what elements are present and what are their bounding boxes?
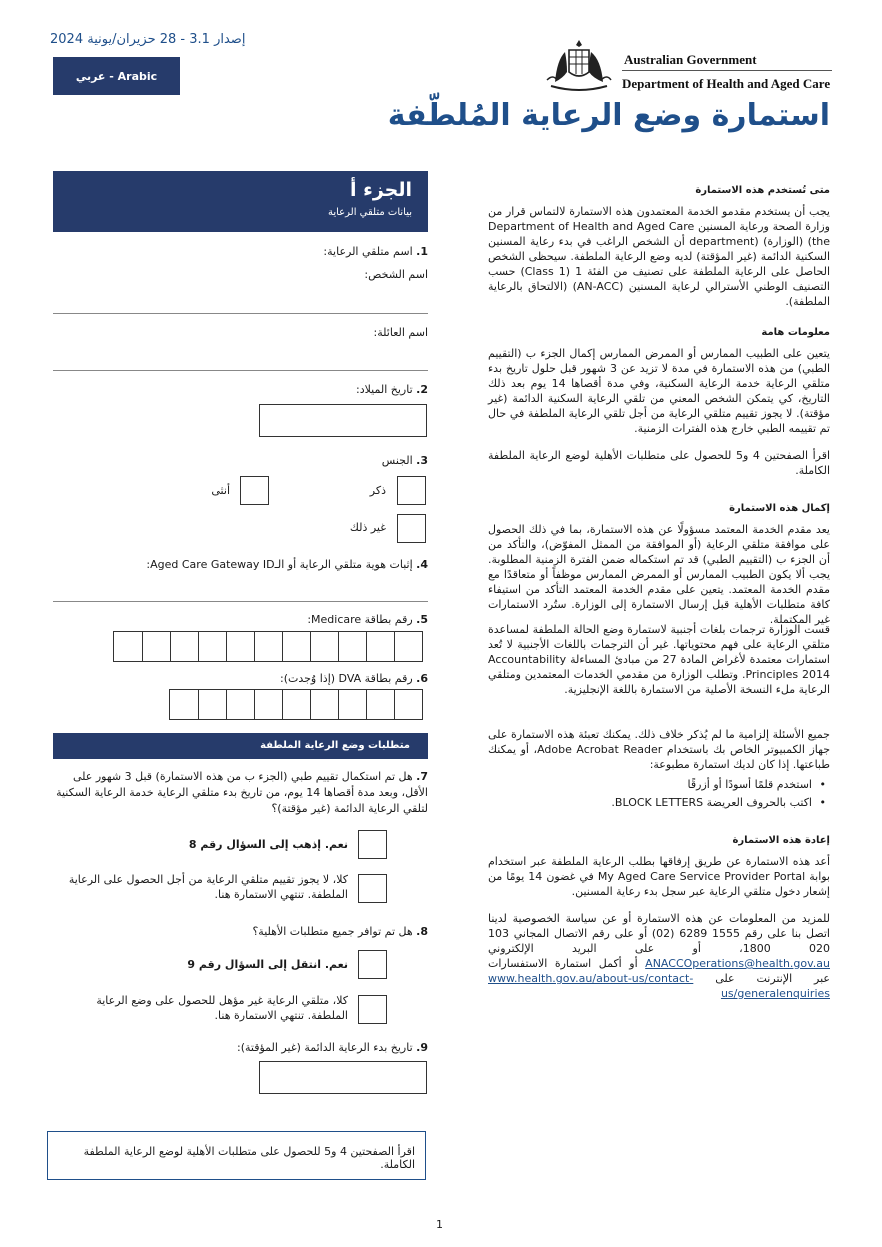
gender-other-checkbox[interactable]	[397, 514, 426, 543]
family-name-field[interactable]	[53, 370, 428, 371]
complete-section	[488, 501, 830, 627]
q5-number: 5.	[416, 613, 428, 626]
q8-yes-label: نعم. انتقل إلى السؤال رقم 9	[187, 958, 348, 971]
q7-label	[53, 769, 428, 817]
q3-text: الجنس	[381, 454, 413, 467]
contact-paragraph	[488, 911, 830, 1001]
contact-text-2: أو أكمل استمارة الاستفسارات عبر الإنترنت على	[488, 957, 830, 985]
questions-text: جميع الأسئلة إلزامية ما لم يُذكر خلاف ذلك. يمكنك تعبئة هذه الاستمارة على جهاز الكمبيوتر الخاص بك باستخدام Adobe Acrobat Reader، أو يمكنك طباعتها. إذا كان لديك استمارة مطبوعة:	[488, 728, 830, 771]
medicare-number-input[interactable]	[113, 631, 423, 662]
questions-section	[488, 727, 830, 812]
q3-number: 3.	[416, 454, 428, 467]
q5-text: رقم بطاقة Medicare:	[307, 613, 413, 626]
q9-text: تاريخ بدء الرعاية الدائمة (غير المؤقتة):	[237, 1041, 413, 1054]
version-text: إصدار 3.1 - 28 حزيران/يونية 2024	[50, 32, 246, 47]
start-date-input[interactable]	[259, 1061, 427, 1094]
enquiries-url-link[interactable]: www.health.gov.au/about-us/contact-us/generalenquiries	[488, 972, 830, 1000]
gender-male-label: ذكر	[369, 484, 386, 497]
q4-label	[146, 558, 428, 571]
dva-number-input[interactable]	[169, 689, 423, 720]
q2-text: تاريخ الميلاد:	[356, 383, 413, 396]
q8-text: هل تم توافر جميع متطلبات الأهلية؟	[252, 925, 413, 938]
part-a-header	[53, 171, 428, 232]
part-a-title: الجزء أ	[349, 179, 412, 201]
important-text: يتعين على الطبيب الممارس أو الممرض الممارس إكمال الجزء ب (التقييم الطبي) من هذه الاستمارة في مدة لا تزيد عن 3 شهور قبل حلول تاريخ بدء متلقي الرعاية خدمة الرعاية السكنية، وفي مدة أقصاها 14 يوم بعد ذلك التاريخ، كي يتمكن الشخص المعني من تلقي الرعاية السكنية الدائمة (غير مؤقتة). لا يجوز تقييم متلقي الرعاية من أجل تلقي الرعاية الملطفة في حال تم تقييمه الطبي خارج هذه الفترات الزمنية.	[488, 347, 830, 435]
q4-text: إثبات هوية متلقي الرعاية أو الـAged Care Gateway ID:	[146, 558, 413, 571]
contact-email-link[interactable]: ANACCOperations@health.gov.au	[645, 957, 830, 970]
q4-number: 4.	[416, 558, 428, 571]
q8-number: 8.	[416, 925, 428, 938]
complete-text: يعد مقدم الخدمة المعتمد مسؤولًا عن هذه الاستمارة، بما في ذلك الحصول على موافقة متلقي الرعاية (أو الموافقة من الممثل المفوّض)، والتأكد من أن الجزء ب (التقييم الطبي) قد تم استكماله ضمن الفترة الزمنية المطلوبة. يجب ألا يكون الطبيب الممارس أو الممرض الممارس موظفاً أو متعاقدًا مع مقدم الخدمة المعتمد. يتعين على مقدم الخدمة المعتمد التأكد من استيفاء كافة متطلبات الأهلية قبل إرسال الاستمارة إلى الوزارة. ستُرد الاستمارات غير المكتملة.	[488, 523, 830, 626]
complete-title: إكمال هذه الاستمارة	[729, 503, 830, 514]
when-section	[488, 183, 830, 309]
gender-other-label: غير ذلك	[349, 521, 386, 534]
read-pages-text: اقرأ الصفحتين 4 و5 للحصول على متطلبات الأهلية لوضع الرعاية الملطفة الكاملة.	[488, 449, 831, 477]
q7-text: هل تم استكمال تقييم طبي (الجزء ب من هذه الاستمارة) قبل 3 شهور على الأقل، وبعد مدة أقصاها 14 يوم، من تاريخ بدء متلقي الرعاية خدمة الرعاية السكنية لتلقي الرعاية الدائمة (غير مؤقتة)؟	[56, 770, 428, 815]
contact-section	[488, 911, 830, 1001]
translation-text: قست الوزارة ترجمات بلغات أجنبية لاستمارة وضع الحالة الملطفة لمساعدة متلقي الرعاية على فهم محتوياتها. غير أن الترجمات باللغات الأجنبية لا تُعد استمارات معتمدة لأغراض المادة 27 من مبادئ المساءلة Accountability Principles 2014. وتطلب الوزارة من مقدمي الخدمات المعتمدين ومتلقي الرعاية ملء النسخة الأصلية من الاستمارة باللغة الإنجليزية.	[488, 623, 830, 696]
q1-text: اسم متلقي الرعاية:	[323, 245, 413, 258]
q1-label	[323, 245, 428, 258]
instruction-item: • اكتب بالحروف العريضة BLOCK LETTERS.	[488, 794, 830, 812]
dob-input[interactable]	[259, 404, 427, 437]
contact-text: للمزيد من المعلومات عن هذه الاستمارة أو عن سياسة الخصوصية لدينا اتصل بنا على رقم 1555 6289 (02) أو على رقم الاتصال المجاني 103 020 1800، أو على البريد الإلكتروني	[488, 912, 830, 955]
coat-of-arms-icon	[541, 36, 617, 94]
government-name: Australian Government	[624, 52, 757, 67]
eligibility-note: اقرأ الصفحتين 4 و5 للحصول على متطلبات الأهلية لوضع الرعاية الملطفة الكاملة.	[47, 1131, 426, 1180]
q7-yes-label: نعم. إذهب إلى السؤال رقم 8	[188, 838, 348, 851]
language-tag: Arabic - عربي	[53, 57, 180, 95]
q9-label	[53, 1040, 428, 1056]
q7-no-label: كلا، لا يجوز تقييم متلقي الرعاية من أجل الحصول على الرعاية الملطفة. تنتهي الاستمارة هنا.	[68, 873, 348, 901]
instruction-list	[488, 776, 830, 812]
requirements-header: متطلبات وضع الرعاية الملطفة	[53, 733, 428, 759]
page-number: 1	[436, 1218, 443, 1231]
q5-label	[307, 613, 428, 626]
q2-label	[356, 383, 428, 396]
gender-male-checkbox[interactable]	[397, 476, 426, 505]
department-name: Department of Health and Aged Care	[622, 76, 831, 91]
q9-number: 9.	[416, 1041, 428, 1054]
q6-text: رقم بطاقة DVA (إذا وُجدت):	[280, 672, 413, 685]
return-section	[488, 833, 830, 899]
instruction-item: • استخدم قلمًا أسودًا أو أزرقًا	[488, 776, 830, 794]
page-title: استمارة وضع الرعاية المُلطّفة	[387, 98, 830, 133]
q6-label	[280, 672, 428, 685]
q7-yes-checkbox[interactable]	[358, 830, 387, 859]
important-section	[488, 325, 830, 436]
return-title: إعادة هذه الاستمارة	[732, 835, 830, 846]
part-a-subtitle: بيانات متلقي الرعاية	[327, 207, 412, 218]
important-title: معلومات هامة	[761, 327, 830, 338]
when-text: يجب أن يستخدم مقدمو الخدمة المعتمدون هذه الاستمارة لالتماس قرار من وزارة الصحة ورعاية المسنين Department of Health and Aged Care (the (الوزارة) (department أن الشخص الراغب في بدء رعاية المسنين السكنية الدائمة (غير المؤقتة) لديه وضع الرعاية الملطفة. سيحظى الشخص الحاصل على الرعاية الملطفة على تصنيف من الفئة 1 (Class 1) حسب التصنيف الوطني الأسترالي لرعاية المسنين (AN-ACC) (الالتحاق بالرعاية الملطفة).	[488, 205, 831, 308]
translation-section	[488, 622, 830, 697]
given-name-label: اسم الشخص:	[364, 268, 428, 281]
q8-yes-checkbox[interactable]	[358, 950, 387, 979]
given-name-field[interactable]	[53, 313, 428, 314]
family-name-label: اسم العائلة:	[373, 326, 428, 339]
logo-divider	[622, 70, 832, 71]
q6-number: 6.	[416, 672, 428, 685]
read-pages-note	[488, 448, 830, 478]
q8-no-label: كلا، متلقي الرعاية غير مؤهل للحصول على وضع الرعاية الملطفة. تنتهي الاستمارة هنا.	[96, 994, 348, 1022]
when-title: متى تُستخدم هذه الاستمارة	[695, 185, 830, 196]
q2-number: 2.	[416, 383, 428, 396]
q3-label	[382, 454, 428, 467]
q1-number: 1.	[416, 245, 428, 258]
gender-female-label: أنثى	[211, 484, 230, 497]
q7-number: 7.	[416, 770, 428, 783]
gender-female-checkbox[interactable]	[240, 476, 269, 505]
q8-no-checkbox[interactable]	[358, 995, 387, 1024]
q8-label	[53, 924, 428, 940]
gateway-id-field[interactable]	[53, 601, 428, 602]
q7-no-checkbox[interactable]	[358, 874, 387, 903]
return-text: أعد هذه الاستمارة عن طريق إرفاقها بطلب الرعاية الملطفة عبر استخدام بوابة My Aged Care Service Provider Portal في غضون 14 يومًا من إشعار دخول متلقي الرعاية عبر سجل بدء رعاية المسنين.	[488, 855, 830, 898]
